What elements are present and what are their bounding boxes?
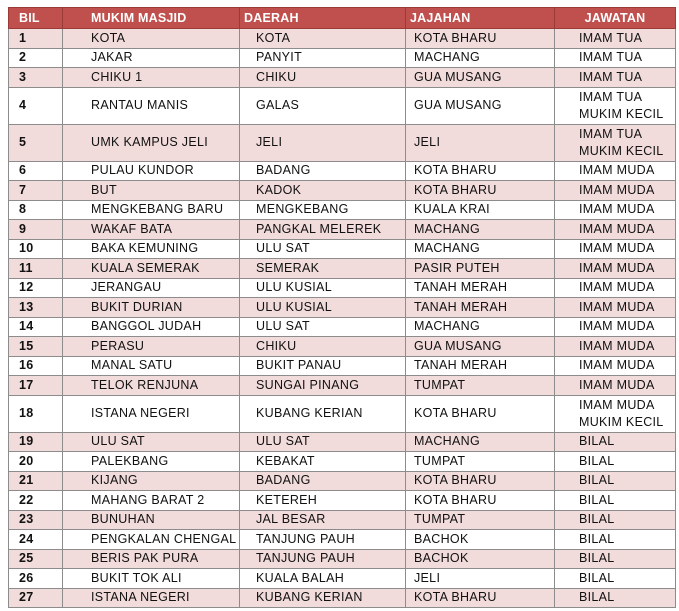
table-row xyxy=(9,29,676,49)
jawatan-line: IMAM MUDA xyxy=(579,182,655,197)
jajahan-cell: MACHANG xyxy=(406,432,555,452)
table-row xyxy=(9,124,676,161)
daerah-cell: KUBANG KERIAN xyxy=(240,395,406,432)
mukim-masjid-cell: PULAU KUNDOR xyxy=(63,161,240,181)
jawatan-cell xyxy=(555,549,676,569)
daerah-cell: ULU SAT xyxy=(240,239,406,259)
column-header-jajahan: JAJAHAN xyxy=(406,8,555,29)
table-row xyxy=(9,356,676,376)
bil-cell: 21 xyxy=(9,471,63,491)
table-row xyxy=(9,491,676,511)
jawatan-cell xyxy=(555,200,676,220)
jawatan-cell xyxy=(555,161,676,181)
daerah-cell: KEBAKAT xyxy=(240,452,406,472)
mukim-masjid-cell: BANGGOL JUDAH xyxy=(63,317,240,337)
jajahan-cell: KOTA BHARU xyxy=(406,161,555,181)
jajahan-cell: JELI xyxy=(406,124,555,161)
bil-cell: 22 xyxy=(9,491,63,511)
jajahan-cell: MACHANG xyxy=(406,239,555,259)
bil-cell: 15 xyxy=(9,337,63,357)
mukim-masjid-cell: BUKIT TOK ALI xyxy=(63,569,240,589)
jawatan-line: IMAM TUA xyxy=(579,126,643,141)
jajahan-cell: JELI xyxy=(406,569,555,589)
bil-cell: 27 xyxy=(9,588,63,608)
column-header-daerah: DAERAH xyxy=(240,8,406,29)
jawatan-line: MUKIM KECIL xyxy=(579,106,664,121)
jajahan-cell: KOTA BHARU xyxy=(406,395,555,432)
mukim-masjid-cell: UMK KAMPUS JELI xyxy=(63,124,240,161)
jajahan-cell: TANAH MERAH xyxy=(406,356,555,376)
jajahan-cell: KOTA BHARU xyxy=(406,588,555,608)
jajahan-cell: TUMPAT xyxy=(406,376,555,396)
jawatan-cell xyxy=(555,376,676,396)
mukim-masjid-cell: WAKAF BATA xyxy=(63,220,240,240)
jawatan-line: IMAM MUDA xyxy=(579,221,655,236)
jawatan-line: MUKIM KECIL xyxy=(579,414,664,429)
jawatan-cell xyxy=(555,278,676,298)
jajahan-cell: KOTA BHARU xyxy=(406,491,555,511)
table-row xyxy=(9,68,676,88)
bil-cell: 7 xyxy=(9,181,63,201)
jawatan-cell xyxy=(555,452,676,472)
jawatan-cell xyxy=(555,87,676,124)
daerah-cell: KUALA BALAH xyxy=(240,569,406,589)
jawatan-line: IMAM MUDA xyxy=(579,163,655,178)
daerah-cell: TANJUNG PAUH xyxy=(240,530,406,550)
bil-cell: 11 xyxy=(9,259,63,279)
jawatan-line: IMAM MUDA xyxy=(579,299,655,314)
table-row xyxy=(9,530,676,550)
jajahan-cell: PASIR PUTEH xyxy=(406,259,555,279)
jawatan-line: IMAM MUDA xyxy=(579,260,655,275)
column-header-jawatan: JAWATAN xyxy=(555,8,676,29)
jawatan-line: IMAM MUDA xyxy=(579,358,655,373)
table-row xyxy=(9,181,676,201)
jajahan-cell: GUA MUSANG xyxy=(406,87,555,124)
mukim-masjid-cell: KUALA SEMERAK xyxy=(63,259,240,279)
jawatan-cell xyxy=(555,29,676,49)
jajahan-cell: GUA MUSANG xyxy=(406,337,555,357)
column-header-mukim-masjid: MUKIM MASJID xyxy=(63,8,240,29)
bil-cell: 10 xyxy=(9,239,63,259)
jawatan-line: IMAM MUDA xyxy=(579,202,655,217)
bil-cell: 6 xyxy=(9,161,63,181)
daerah-cell: BADANG xyxy=(240,161,406,181)
jawatan-line: IMAM MUDA xyxy=(579,397,655,412)
daerah-cell: JAL BESAR xyxy=(240,510,406,530)
mukim-masjid-cell: MANAL SATU xyxy=(63,356,240,376)
jawatan-line: IMAM TUA xyxy=(579,50,643,65)
column-header-bil: BIL xyxy=(9,8,63,29)
mukim-masjid-cell: BUNUHAN xyxy=(63,510,240,530)
jawatan-cell xyxy=(555,510,676,530)
table-row xyxy=(9,432,676,452)
jawatan-cell xyxy=(555,317,676,337)
jawatan-cell xyxy=(555,259,676,279)
bil-cell: 18 xyxy=(9,395,63,432)
jawatan-cell xyxy=(555,337,676,357)
table-row xyxy=(9,337,676,357)
jawatan-cell xyxy=(555,124,676,161)
mukim-masjid-cell: RANTAU MANIS xyxy=(63,87,240,124)
daerah-cell: SUNGAI PINANG xyxy=(240,376,406,396)
table-row xyxy=(9,317,676,337)
bil-cell: 19 xyxy=(9,432,63,452)
jawatan-cell xyxy=(555,220,676,240)
daerah-cell: PANYIT xyxy=(240,48,406,68)
table-row xyxy=(9,395,676,432)
bil-cell: 13 xyxy=(9,298,63,318)
table-row xyxy=(9,259,676,279)
table-row xyxy=(9,376,676,396)
jawatan-cell xyxy=(555,432,676,452)
daerah-cell: TANJUNG PAUH xyxy=(240,549,406,569)
mukim-masjid-cell: CHIKU 1 xyxy=(63,68,240,88)
table-body xyxy=(9,29,676,608)
table-row xyxy=(9,278,676,298)
daerah-cell: MENGKEBANG xyxy=(240,200,406,220)
table-row xyxy=(9,200,676,220)
bil-cell: 24 xyxy=(9,530,63,550)
jawatan-line: BILAL xyxy=(579,434,615,449)
jawatan-line: BILAL xyxy=(579,531,615,546)
jajahan-cell: TANAH MERAH xyxy=(406,298,555,318)
mukim-masjid-cell: ULU SAT xyxy=(63,432,240,452)
jawatan-cell xyxy=(555,68,676,88)
bil-cell: 16 xyxy=(9,356,63,376)
mukim-masjid-cell: JERANGAU xyxy=(63,278,240,298)
jajahan-cell: MACHANG xyxy=(406,220,555,240)
jajahan-cell: TANAH MERAH xyxy=(406,278,555,298)
daerah-cell: PANGKAL MELEREK xyxy=(240,220,406,240)
jawatan-line: IMAM TUA xyxy=(579,89,643,104)
jajahan-cell: KUALA KRAI xyxy=(406,200,555,220)
jawatan-cell xyxy=(555,588,676,608)
table-row xyxy=(9,48,676,68)
mukim-masjid-cell: JAKAR xyxy=(63,48,240,68)
table-row xyxy=(9,569,676,589)
jajahan-cell: KOTA BHARU xyxy=(406,29,555,49)
table-row xyxy=(9,239,676,259)
daerah-cell: ULU SAT xyxy=(240,432,406,452)
bil-cell: 23 xyxy=(9,510,63,530)
bil-cell: 1 xyxy=(9,29,63,49)
daerah-cell: ULU KUSIAL xyxy=(240,298,406,318)
mukim-masjid-cell: KOTA xyxy=(63,29,240,49)
jawatan-cell xyxy=(555,181,676,201)
jajahan-cell: TUMPAT xyxy=(406,510,555,530)
jajahan-cell: MACHANG xyxy=(406,48,555,68)
jawatan-cell xyxy=(555,491,676,511)
jajahan-cell: TUMPAT xyxy=(406,452,555,472)
daerah-cell: BUKIT PANAU xyxy=(240,356,406,376)
table-row xyxy=(9,471,676,491)
daerah-cell: ULU SAT xyxy=(240,317,406,337)
daerah-cell: JELI xyxy=(240,124,406,161)
jawatan-cell xyxy=(555,298,676,318)
daerah-cell: KOTA xyxy=(240,29,406,49)
jawatan-line: BILAL xyxy=(579,512,615,527)
daerah-cell: BADANG xyxy=(240,471,406,491)
jawatan-cell xyxy=(555,48,676,68)
jajahan-cell: KOTA BHARU xyxy=(406,471,555,491)
jajahan-cell: BACHOK xyxy=(406,549,555,569)
mukim-masjid-cell: ISTANA NEGERI xyxy=(63,588,240,608)
mukim-masjid-cell: MENGKEBANG BARU xyxy=(63,200,240,220)
bil-cell: 8 xyxy=(9,200,63,220)
daerah-cell: GALAS xyxy=(240,87,406,124)
table-row xyxy=(9,510,676,530)
jawatan-line: IMAM MUDA xyxy=(579,280,655,295)
bil-cell: 20 xyxy=(9,452,63,472)
bil-cell: 2 xyxy=(9,48,63,68)
jawatan-line: BILAL xyxy=(579,473,615,488)
table-row xyxy=(9,549,676,569)
daerah-cell: SEMERAK xyxy=(240,259,406,279)
daerah-cell: KUBANG KERIAN xyxy=(240,588,406,608)
daerah-cell: KADOK xyxy=(240,181,406,201)
mukim-masjid-cell: BUKIT DURIAN xyxy=(63,298,240,318)
table-row xyxy=(9,161,676,181)
jawatan-line: BILAL xyxy=(579,570,615,585)
bil-cell: 12 xyxy=(9,278,63,298)
mukim-masjid-cell: PERASU xyxy=(63,337,240,357)
bil-cell: 5 xyxy=(9,124,63,161)
mukim-masjid-cell: TELOK RENJUNA xyxy=(63,376,240,396)
jawatan-line: IMAM TUA xyxy=(579,69,643,84)
jajahan-cell: MACHANG xyxy=(406,317,555,337)
table-row xyxy=(9,298,676,318)
bil-cell: 9 xyxy=(9,220,63,240)
jajahan-cell: KOTA BHARU xyxy=(406,181,555,201)
mukim-masjid-cell: BAKA KEMUNING xyxy=(63,239,240,259)
jawatan-cell xyxy=(555,356,676,376)
daerah-cell: CHIKU xyxy=(240,68,406,88)
jawatan-line: BILAL xyxy=(579,453,615,468)
bil-cell: 14 xyxy=(9,317,63,337)
jawatan-line: MUKIM KECIL xyxy=(579,143,664,158)
jawatan-line: BILAL xyxy=(579,551,615,566)
mukim-masjid-cell: BERIS PAK PURA xyxy=(63,549,240,569)
bil-cell: 4 xyxy=(9,87,63,124)
bil-cell: 17 xyxy=(9,376,63,396)
table-header xyxy=(9,8,676,29)
table-row xyxy=(9,87,676,124)
jawatan-cell xyxy=(555,471,676,491)
jajahan-cell: GUA MUSANG xyxy=(406,68,555,88)
jawatan-cell xyxy=(555,569,676,589)
mukim-masjid-cell: PENGKALAN CHENGAL xyxy=(63,530,240,550)
daerah-cell: CHIKU xyxy=(240,337,406,357)
mukim-masjid-cell: MAHANG BARAT 2 xyxy=(63,491,240,511)
jawatan-line: IMAM MUDA xyxy=(579,241,655,256)
jawatan-line: IMAM TUA xyxy=(579,30,643,45)
header-row xyxy=(9,8,676,29)
bil-cell: 26 xyxy=(9,569,63,589)
daerah-cell: KETEREH xyxy=(240,491,406,511)
jawatan-line: IMAM MUDA xyxy=(579,377,655,392)
appointments-table xyxy=(8,7,676,608)
jawatan-cell xyxy=(555,239,676,259)
jawatan-line: BILAL xyxy=(579,492,615,507)
jawatan-cell xyxy=(555,395,676,432)
jawatan-line: IMAM MUDA xyxy=(579,319,655,334)
daerah-cell: ULU KUSIAL xyxy=(240,278,406,298)
table-row xyxy=(9,220,676,240)
jajahan-cell: BACHOK xyxy=(406,530,555,550)
bil-cell: 25 xyxy=(9,549,63,569)
table-row xyxy=(9,452,676,472)
mukim-masjid-cell: ISTANA NEGERI xyxy=(63,395,240,432)
bil-cell: 3 xyxy=(9,68,63,88)
mukim-masjid-cell: BUT xyxy=(63,181,240,201)
table-row xyxy=(9,588,676,608)
jawatan-line: BILAL xyxy=(579,590,615,605)
jawatan-line: IMAM MUDA xyxy=(579,338,655,353)
mukim-masjid-cell: PALEKBANG xyxy=(63,452,240,472)
mukim-masjid-cell: KIJANG xyxy=(63,471,240,491)
jawatan-cell xyxy=(555,530,676,550)
